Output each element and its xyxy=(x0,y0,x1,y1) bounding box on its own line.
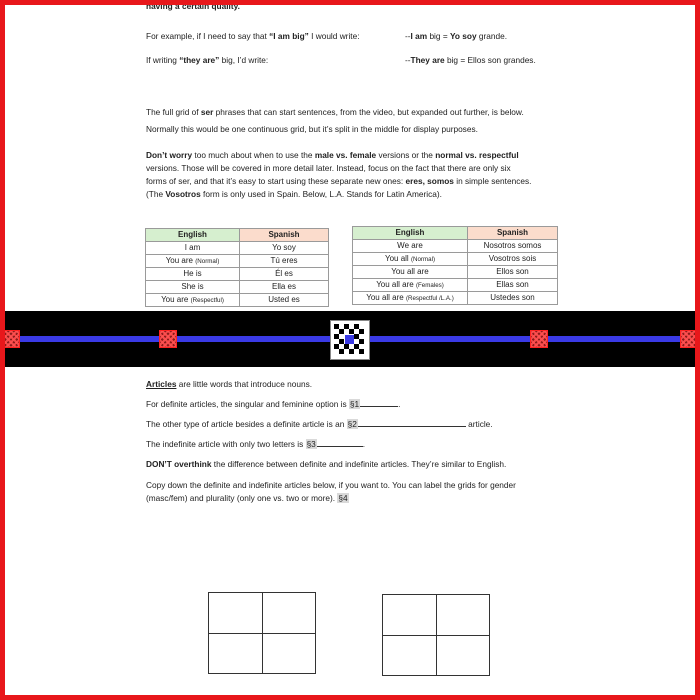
ser-table-plural xyxy=(352,226,558,305)
paragraph-split-note: Normally this would be one continuous grid, but it’s split in the middle for display purposes. xyxy=(146,124,478,134)
table-header-english: English xyxy=(353,227,468,240)
table-row: You are (Normal) Tú eres xyxy=(146,254,329,267)
slider-handle-left[interactable] xyxy=(2,330,20,348)
example-2: If writing “they are” big, I’d write: xyxy=(146,55,269,65)
table-row: You all are (Females) Ellas son xyxy=(353,278,558,291)
table-row: We are Nosotros somos xyxy=(353,239,558,252)
question-3: The indefinite article with only two letters is §3 . xyxy=(146,439,366,449)
paragraph-dont-worry-4: (The Vosotros form is only used in Spain. Below, L.A. Stands for Latin America). xyxy=(146,189,442,199)
question-2: The other type of article besides a definite article is an §2 article. xyxy=(146,419,493,429)
paragraph-ser-grid: The full grid of ser phrases that can start sentences, from the video, but expanded out further, is below. xyxy=(146,107,524,117)
intro-line: having a certain quality. xyxy=(146,1,240,11)
example-2-answer: --They are big = Ellos son grandes. xyxy=(405,55,536,65)
example-1-answer: --I am big = Yo soy grande. xyxy=(405,31,508,41)
table-row: You all are (Respectful /L.A.) Ustedes son xyxy=(353,291,558,304)
slider-handle-right-mid[interactable] xyxy=(530,330,548,348)
copy-instructions-1: Copy down the definite and indefinite articles below, if you want to. You can label the grids for gender xyxy=(146,480,516,490)
slider-handle-left-mid[interactable] xyxy=(159,330,177,348)
question-1: For definite articles, the singular and feminine option is §1 . xyxy=(146,399,401,409)
articles-intro: Articles are little words that introduce nouns. xyxy=(146,379,313,389)
copy-instructions-2: (masc/fem) and plurality (only one vs. two or more). §4 xyxy=(146,493,348,503)
example-1: For example, if I need to say that “I am big” I would write: xyxy=(146,31,360,41)
table-header-spanish: Spanish xyxy=(468,227,558,240)
table-row: You are (Respectful) Usted es xyxy=(146,293,329,306)
table-row: I am Yo soy xyxy=(146,241,329,254)
table-header-spanish: Spanish xyxy=(240,229,329,242)
indefinite-articles-grid[interactable] xyxy=(382,594,490,676)
table-row: You all are Ellos son xyxy=(353,265,558,278)
paragraph-dont-worry-2: versions. Those will be covered in more detail later. Instead, focus on the fact that there are only six xyxy=(146,163,511,173)
paragraph-dont-worry-3: forms of ser, and that it’s easy to start using these separate new ones: eres, somos in simple sentences. xyxy=(146,176,532,186)
table-row: She is Ella es xyxy=(146,280,329,293)
table-header-english: English xyxy=(146,229,240,242)
overthink-note: DON’T overthink the difference between definite and indefinite articles. They’re similar to English. xyxy=(146,459,507,469)
slider-handle-right[interactable] xyxy=(680,330,698,348)
drag-handle-icon[interactable] xyxy=(330,320,370,360)
ser-table-singular xyxy=(145,228,329,307)
definite-articles-grid[interactable] xyxy=(208,592,316,674)
paragraph-dont-worry-1: Don’t worry too much about when to use the male vs. female versions or the normal vs. respectful xyxy=(146,150,519,160)
table-row: You all (Normal) Vosotros sois xyxy=(353,252,558,265)
table-row: He is Él es xyxy=(146,267,329,280)
